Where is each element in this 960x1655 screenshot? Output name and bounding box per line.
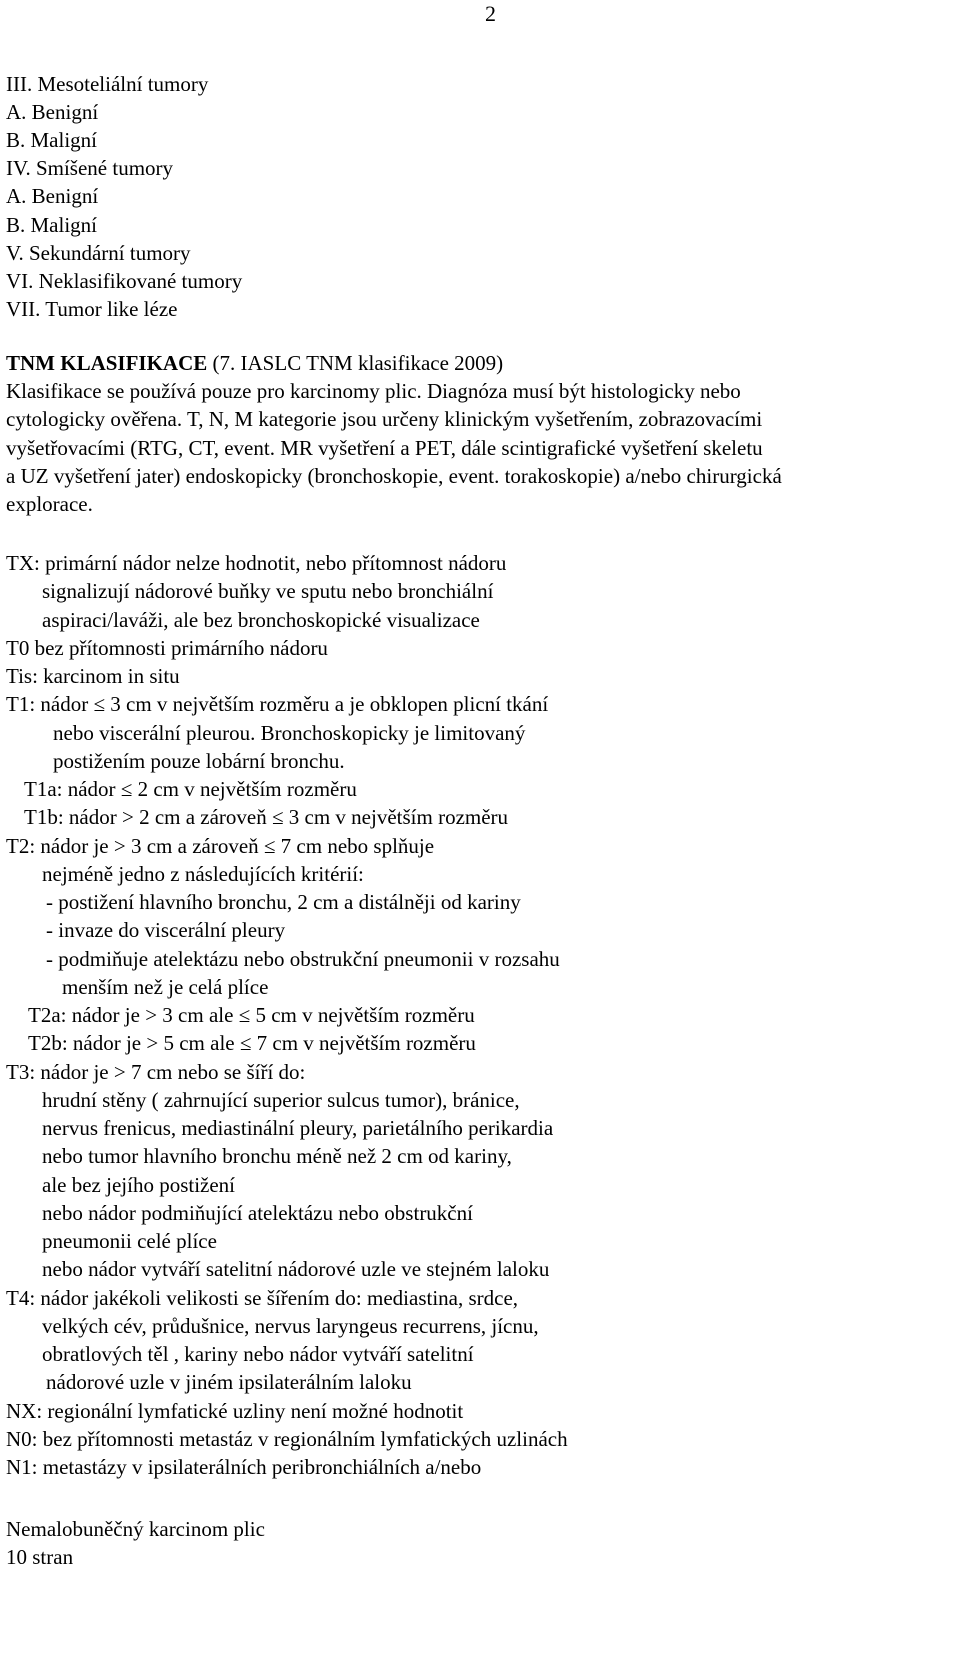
intro-line: Klasifikace se používá pouze pro karcinomy plic. Diagnóza musí být histologicky nebo — [6, 379, 741, 403]
criteria-line: nebo tumor hlavního bronchu méně než 2 cm od kariny, — [42, 1144, 512, 1169]
criteria-line: T2: nádor je > 3 cm a zároveň ≤ 7 cm nebo splňuje — [6, 833, 435, 858]
criteria-line: nejméně jedno z následujících kritérií: — [42, 861, 364, 886]
tnm-heading-rest: (7. IASLC TNM klasifikace 2009) — [207, 351, 504, 375]
classification-item: VII. Tumor like léze — [6, 296, 178, 321]
criteria-line: hrudní stěny ( zahrnující superior sulcus tumor), bránice, — [42, 1087, 520, 1112]
tnm-heading — [6, 349, 503, 377]
criteria-line: pneumonii celé plíce — [42, 1229, 217, 1253]
criteria-line: N0: bez přítomnosti metastáz v regionálním lymfatických uzlinách — [6, 1426, 568, 1451]
criteria-line: postižením pouze lobární bronchu. — [53, 748, 345, 773]
intro-line: cytologicky ověřena. T, N, M kategorie jsou určeny klinickým vyšetřením, zobrazovacími — [6, 407, 763, 432]
criteria-line: - podmiňuje atelektázu nebo obstrukční pneumonii v rozsahu — [46, 946, 560, 971]
classification-item: III. Mesoteliální tumory — [6, 72, 209, 96]
criteria-line: Tis: karcinom in situ — [6, 664, 180, 688]
classification-item: A. Benigní — [6, 100, 99, 125]
classification-item: B. Maligní — [6, 212, 98, 237]
criteria-line: nervus frenicus, mediastinální pleury, parietálního perikardia — [42, 1116, 554, 1140]
criteria-line: T1b: nádor > 2 cm a zároveň ≤ 3 cm v největším rozměru — [24, 805, 509, 830]
criteria-line: - invaze do viscerální pleury — [46, 918, 286, 943]
criteria-line: nebo viscerální pleurou. Bronchoskopicky je limitovaný — [53, 720, 526, 745]
classification-item: B. Maligní — [6, 128, 98, 153]
criteria-line: signalizují nádorové buňky ve sputu nebo bronchiální — [42, 579, 494, 604]
criteria-line: nebo nádor podmiňující atelektázu nebo obstrukční — [42, 1200, 473, 1225]
footer-title: Nemalobuněčný karcinom plic — [6, 1517, 265, 1541]
intro-line: vyšetřovacími (RTG, CT, event. MR vyšetření a PET, dále scintigrafické vyšetření skeletu — [6, 435, 763, 460]
criteria-line: aspiraci/laváži, ale bez bronchoskopické visualizace — [42, 607, 480, 632]
classification-item: A. Benigní — [6, 184, 99, 209]
page-number: 2 — [485, 1, 496, 26]
footer-pages: 10 stran — [6, 1545, 74, 1569]
criteria-line: T1: nádor ≤ 3 cm v největším rozměru a je obklopen plicní tkání — [6, 692, 549, 717]
criteria-line: T3: nádor je > 7 cm nebo se šíří do: — [6, 1059, 306, 1084]
intro-line: a UZ vyšetření jater) endoskopicky (bronchoskopie, event. torakoskopie) a/nebo chirurgická — [6, 463, 782, 488]
intro-line: explorace. — [6, 492, 93, 517]
criteria-line: nebo nádor vytváří satelitní nádorové uzle ve stejném laloku — [42, 1257, 550, 1282]
criteria-line: T2b: nádor je > 5 cm ale ≤ 7 cm v největším rozměru — [28, 1031, 476, 1056]
classification-item: V. Sekundární tumory — [6, 240, 191, 265]
criteria-line: - postižení hlavního bronchu, 2 cm a distálněji od kariny — [46, 890, 521, 914]
criteria-line: T4: nádor jakékoli velikosti se šířením do: mediastina, srdce, — [6, 1285, 519, 1310]
criteria-line: obratlových těl , kariny nebo nádor vytváří satelitní — [42, 1342, 474, 1366]
criteria-line: T0 bez přítomnosti primárního nádoru — [6, 635, 328, 660]
criteria-line: ale bez jejího postižení — [42, 1172, 236, 1197]
classification-item: IV. Smíšené tumory — [6, 156, 174, 181]
criteria-line: menším než je celá plíce — [62, 974, 269, 999]
criteria-line: NX: regionální lymfatické uzliny není možné hodnotit — [6, 1398, 464, 1423]
tnm-heading-bold: TNM KLASIFIKACE — [6, 351, 208, 375]
criteria-line: T1a: nádor ≤ 2 cm v největším rozměru — [24, 777, 357, 801]
criteria-line: nádorové uzle v jiném ipsilaterálním laloku — [46, 1370, 412, 1395]
criteria-line: N1: metastázy v ipsilaterálních peribronchiálních a/nebo — [6, 1455, 482, 1479]
classification-item: VI. Neklasifikované tumory — [6, 268, 243, 293]
criteria-line: T2a: nádor je > 3 cm ale ≤ 5 cm v největším rozměru — [28, 1003, 475, 1027]
criteria-line: TX: primární nádor nelze hodnotit, nebo přítomnost nádoru — [6, 551, 507, 575]
criteria-line: velkých cév, průdušnice, nervus laryngeus recurrens, jícnu, — [42, 1313, 539, 1338]
